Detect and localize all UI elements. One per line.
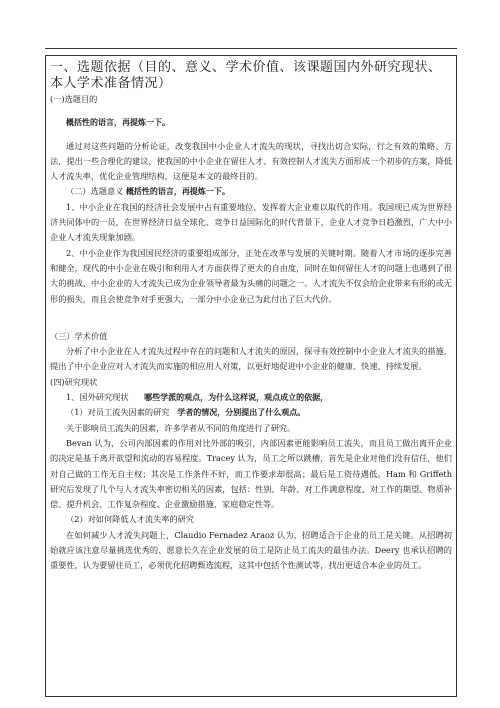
sec2-p1: 1、中小企业在我国的经济社会发展中占有重要地位，发挥着大企业难以取代的作用。我国现已成为世界经济共同体中的一员，在世界经济日益全球化、竞争日益国际化的时代背景下，企业人才竞争日趋激烈，广大中小企业人才流失现象加剧。: [50, 201, 452, 243]
sec2-title-line: [50, 184, 452, 199]
document-body: [50, 60, 452, 574]
table-top-rule: [45, 48, 457, 49]
sec1-note-text: 概括性的语言，再提炼一下。: [66, 118, 170, 128]
sec1-body: 通过对这些问题的分析论证，改变我国中小企业人才流失的现状，寻找出切合实际，行之有效的策略、方法，提出一些合理化的建议，使我国的中小企业在留住人才、有效控制人才流失方面形成一个初步的方案，降低人才流失率，优化企业管理结构，这便是本文的最终目的。: [50, 140, 452, 182]
sec4-item1: [50, 405, 452, 420]
sec4-title: (四)研究现状: [50, 376, 98, 387]
sec4-item1-body: Bevan 认为，公司内部因素的作用对比外部的吸引，内部因素更能影响员工流失，而且员工做出离开企业的决定是基于离开欲望和流动的容易程度。Tracey 认为，员工之所以跳槽，首先是企业对他们没有信任，他们对自己做的工作无自主权；其次是工作条件不好，而工作要求却很高；最后是工资待遇低。Ham 和 Griffeth 研究后发现了几个与人才流失率密切相关的因素，包括：性别、年龄、对工作满意程度、对工作的期望、物质补偿、提升机会、工作复杂程度、企业激励措施、家庭稳定性等。: [50, 437, 452, 510]
sec4-item1-note: 学者的情况，分别提出了什么观点。: [177, 408, 306, 418]
sec2-title: （二）选题意义: [66, 186, 124, 197]
sec4-sub1-note: 哪些学派的观点，为什么这样说，观点成立的依据，: [144, 393, 329, 403]
sec1-note: [50, 115, 452, 130]
sec4-item1-intro: 关于影响员工流失的因素，许多学者从不同的角度进行了研究。: [66, 422, 296, 433]
sec3-body: 分析了中小企业在人才流失过程中存在的问题和人才流失的原因，探寻有效控制中小企业人才流失的措施，提出了中小企业应对人才流失而实施的相应用人对策，以更好地促进中小企业的健康、快速、持续发展。: [50, 346, 452, 372]
sec4-sub1-label: 1、国外研究现状: [66, 392, 129, 403]
sec4-item2-label: （2）对如何降低人才流失率的研究: [66, 514, 195, 525]
sec2-p2: 2、中小企业作为我国国民经济的重要组成部分，正处在改革与发展的关键时期。随着人才市场的逐步完善和健全，现代的中小企业在吸引和利用人才方面获得了更大的自由度，同时在如何留住人才的问题上也遇到了很大的挑战，中小企业的人才流失已成为企业领导者最为头痛的问题之一。人才流失不仅会给企业带来有形的或无形的损失，而且会使竞争对手更强大，一部分中小企业已为此付出了巨大代价。: [50, 247, 452, 304]
sec4-item2-body: 在如何减少人才流失问题上，Claudio Fernadez Araoz 认为，招聘适合于企业的员工是关键。从招聘初始就应该注意尽量挑选优秀的、愿意长久在企业发展的员工是防止员工流失的最佳办法。Deery 也承认招聘的重要性，认为要留住员工，必须优化招聘甄选流程，这其中包括个性测试等，找出更适合本企业的员工。: [50, 529, 452, 571]
sec4-sub1: [50, 390, 452, 405]
sec3-title: （三）学术价值: [50, 330, 108, 341]
section-heading: 一、选题依据（目的、意义、学术价值、该课题国内外研究现状、本人学术准备情况）: [50, 60, 442, 91]
sec1-title: (一)选题目的: [50, 94, 98, 104]
sec2-note: 概括性的语言，再提炼一下。: [125, 187, 230, 197]
sec4-item1-label: （1）对员工流失因素的研究: [66, 407, 170, 418]
